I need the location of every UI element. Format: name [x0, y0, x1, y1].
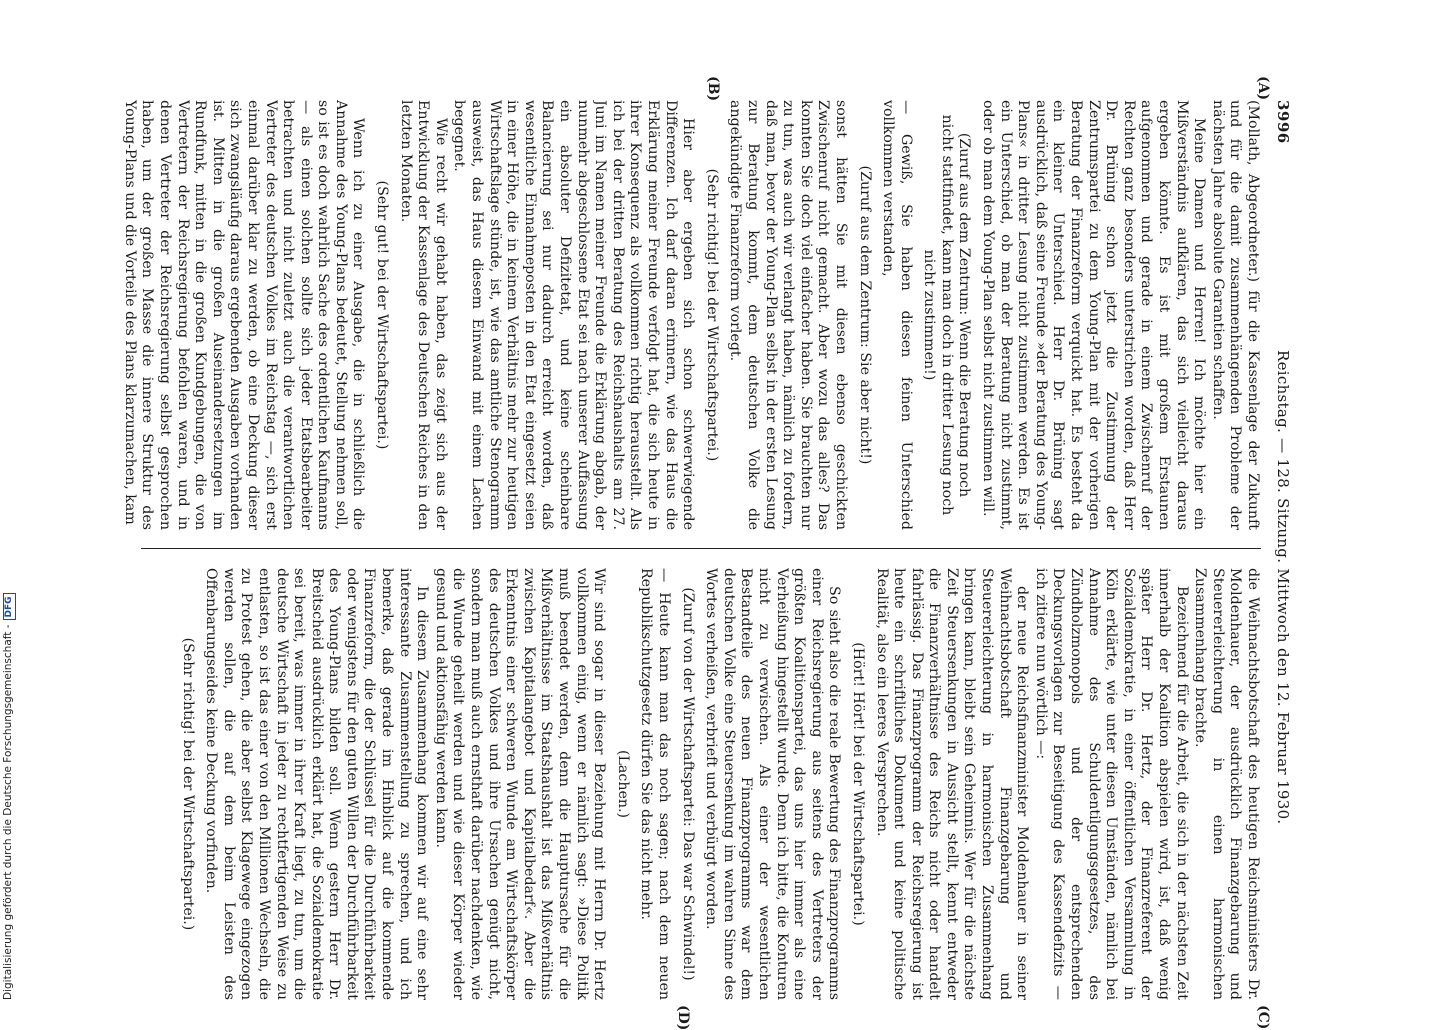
- running-title: Reichstag. — 128. Sitzung. Mittwoch den 12. Februar 1930.: [1274, 350, 1292, 825]
- paragraph: Wenn ich zu einer Ausgabe, die in schließlich die Annahme des Young-Plans bedeutet, Stellung nehmen soll, so ist es doch wahrlich Sache des ordentlichen Kaufmanns — als einen solchen sollte sich jeder Etatsbearbeiter betrachten und nicht zuletzt auch die verantwortlichen Vertreter des deutschen Volkes im Reichstag —, sich erst einmal darüber klar zu werden, ob eine Deckung dieser sich zwangsläufig daraus ergebenden Ausgaben vorhanden ist. Mitten in die großen Auseinandersetzungen im Rundfunk, mitten in die großen Kundgebungen, die von Vertretern der Reichsregierung befohlen waren, und in denen Vertreter der Reichsregierung selbst gesprochen haben, um der großen Masse die innere Struktur des Young-Plans und die Vorteile des Plans klarzumachen, kam: [121, 100, 367, 530]
- margin-mark-d: (D): [675, 1005, 691, 1030]
- document-page: [107, 76, 1292, 1030]
- interjection: (Zuruf von der Wirtschaftspartei: Das war Schwindel!): [679, 587, 696, 981]
- paragraph: In diesem Zusammenhang kommen wir auf eine sehr interessante Zusammenstellung zu sprechen, und ich bemerke, daß gerade im Hinblick auf die kommende Finanzreform, die der Schlüssel für die Durchführbarkeit oder wenigstens für den guten Willen der Durchführbarkeit des Young-Plans bilden soll. Wenn gestern Herr Dr. Breitscheid ausdrücklich erklärt hat, die Sozialdemokratie sei bereit, was immer in ihrer Kraft liegt, zu tun, um die deutsche Wirtschaft in jeder zu rechtfertigenden Weise zu entlasten, so ist das einer von den Millionen Wechseln, die zu Protest gehen, die aber selbst Klagewege eingezogen werden sollen, die auf dem beim Leisten des Offenbarungseides keine Deckung vorfinden.: [203, 568, 431, 1000]
- interjection: (Lachen.): [614, 749, 631, 819]
- paragraph: Wie recht wir gehabt haben, das zeigt sich aus der Entwicklung der Kassenlage des Deutschen Reiches in den letzten Monaten.: [397, 100, 449, 530]
- interjection: (Sehr richtig! bei der Wirtschaftspartei.): [703, 168, 720, 462]
- paragraph: Meine Damen und Herren! Ich möchte hier ein Mißverständnis aufklären, das sich vielleicht daraus ergeben könnte. Es ist mit großem Erstaunen aufgenommen und gerade in einem Zwischenruf der Rechten ganz besonders unterstrichen worden, daß Herr Dr. Brüning schon jetzt die Zustimmung der Zentrumspartei zu dem Young-Plan mit der vorherigen Beratung der Finanzreform verquickt hat. Es besteht da ein kleiner Unterschied. Herr Dr. Brüning sagt ausdrücklich, daß seine Freunde »der Beratung des Young-Plans« in dritter Lesung nicht zustimmen werden. Es ist ein Unterschied, ob man der Beratung nicht zustimmt, oder ob man dem Young-Plan selbst nicht zustimmen will.: [980, 100, 1208, 530]
- margin-mark-a: (A): [1255, 76, 1271, 101]
- paragraph: Bezeichnend für die Arbeit, die sich in der nächsten Zeit innerhalb der Koalition abspielen wird, ist, daß wenig später Herr Dr. Hertz, der Finanzreferent der Sozialdemokratie, in einer öffentlichen Versammlung in Köln erklärte, wie unter diesen Umständen, nämlich bei Annahme des Schuldentilgungsgesetzes, des Zündholzmonopols und der entsprechenden Deckungsvorlagen zur Beseitigung des Kassendefizits — ich zitiere nun wörtlich —:: [1032, 568, 1190, 1000]
- watermark-text: Digitalisierung gefördert durch die Deutsche Forschungsgemeinschaft -: [2, 624, 14, 1000]
- paragraph: So sieht also die reale Bewertung des Finanzprogramms einer Reichsregierung aus seitens des Vertreters der größten Koalitionspartei, das uns hier immer als eine Verheißung hingestellt wurde. Denn ich bitte, die Konturen nicht zu verwischen. Als einer der wesentlichen Bestandteile des neuen Finanzprogramms war dem deutschen Volke eine Steuersenkung im wahren Sinne des Wortes verheißen, verbrieft und verbürgt worden.: [703, 568, 843, 1000]
- page-number: 3996: [1274, 100, 1292, 144]
- interjection: (Zuruf aus dem Zentrum: Sie aber nicht!): [856, 165, 873, 465]
- page-header: [1269, 100, 1291, 1000]
- margin-mark-c: (C): [1255, 1005, 1271, 1030]
- margin-mark-b: (B): [705, 76, 721, 102]
- left-column: [111, 100, 1261, 530]
- right-column: [111, 568, 1261, 1000]
- interjection: (Sehr richtig! bei der Wirtschaftspartei.): [179, 637, 196, 931]
- paragraph: sonst hätten Sie mit diesen ebenso geschickten Zwischenruf nicht gemacht. Aber wozu das alles? Das konnten Sie doch viel einfacher haben. Sie brauchten nur zu tun, was auch wir verlangt haben, nämlich zu fordern, daß man, bevor der Young-Plan selbst in der ersten Lesung zur Beratung kommt, dem deutschen Volke die angekündigte Finanzreform vorlegt.: [727, 100, 849, 530]
- column-divider: [141, 548, 1261, 549]
- quotation: der neue Reichsfinanzminister Moldenhauer in seiner Weihnachtsbotschaft Finanzgebarung und Steuererleichterung in harmonischen Zusammenhang bringen kann, bleibt sein Geheimnis. Wer für die nächste Zeit Steuersenkungen in Aussicht stellt, kennt entweder die Finanzverhältnisse des Reichs nicht oder handelt fahrlässig. Das Finanzprogramm der Reichsregierung ist heute ein schriftliches Dokument und keine politische Realität, also ein leeres Versprechen.: [873, 568, 1031, 1000]
- paragraph: Hier aber ergeben sich schon schwerwiegende Differenzen. Ich darf daran erinnern, wie das Haus die Erklärung meiner Freunde verfolgt hat, die sich heute in ihrer Konsequenz als vollkommen richtig herausstellt. Als ich bei der dritten Beratung des Reichshaushalts am 27. Juni im Namen meiner Freunde die Erklärung abgab, der nunmehr abgeschlossene Etat sei nach unserer Auffassung ein absoluter Defizitetat, und keine scheinbare Balancierung sei nur dadurch erreicht worden, daß wesentliche Einnahmeposten in den Etat eingesetzt seien in einer Höhe, die in keinem Verhältnis mehr zur heutigen Wirtschaftslage stünde, ist, wie das amtliche Stenogramm ausweist, das Haus diesem Einwand mit einem Lachen begegnet.: [451, 100, 697, 530]
- paragraph: — Gewiß, Sie haben diesen feinen Unterschied vollkommen verstanden,: [880, 100, 914, 530]
- paragraph: — Heute kann man das noch sagen; nach dem neuen Republikschutzgesetz dürfen Sie das nicht mehr.: [638, 568, 672, 1000]
- paragraph: Wir sind sogar in dieser Beziehung mit Herrn Dr. Hertz vollkommen einig, wenn er nämlich sagt: »Diese Politik muß beendet werden, denn die Hauptursache für die Mißverhältnisse im Staatshaushalt ist das Mißverhältnis zwischen Kapitalangebot und Kapitalbedarf«. Aber die Erkenntnis einer schweren Wunde am Wirtschaftskörper des deutschen Volkes und ihre Ursachen genügt nicht, sondern man muß auch ernsthaft darüber nachdenken, wie die Wunde geheilt werden und wie dieser Körper wieder gesund und aktionsfähig werden kann.: [432, 568, 608, 1000]
- digitization-watermark: [2, 0, 16, 1000]
- paragraph: die Weihnachtsbotschaft des heutigen Reichsministers Dr. Moldenhauer, der ausdrücklich Finanzgebarung und Steuererleichterung in einen harmonischen Zusammenhang brachte.: [1192, 568, 1261, 1000]
- paragraph: (Mollath, Abgeordneter.) für die Kassenlage der Zukunft und für die damit zusammenhängenden Probleme der nächsten Jahre absolute Garantien schaffen.: [1209, 100, 1261, 530]
- interjection: (Zuruf aus dem Zentrum: Wenn die Beratung noch nicht stattfindet, kann man doch in dritter Lesung noch nicht zustimmen!): [921, 114, 973, 516]
- dfg-logo: DFG: [3, 593, 16, 620]
- interjection: (Hört! Hört! bei der Wirtschaftspartei.): [849, 642, 866, 926]
- interjection: (Sehr gut! bei der Wirtschaftspartei.): [374, 180, 391, 450]
